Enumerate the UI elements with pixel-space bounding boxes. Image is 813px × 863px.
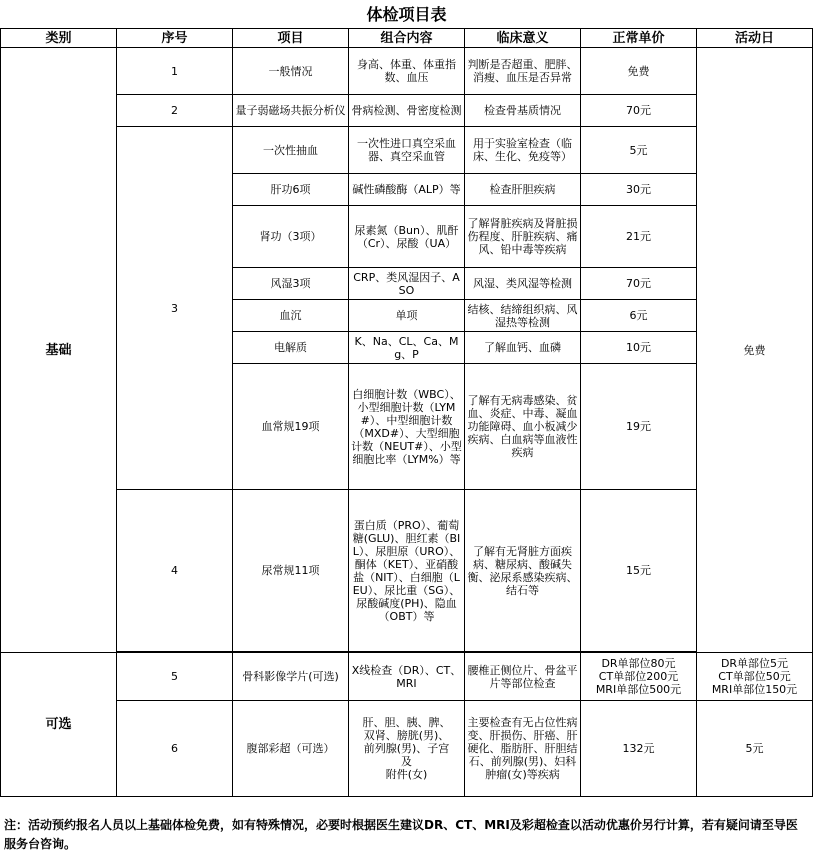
header-activity: 活动日 xyxy=(697,29,813,48)
row-price: 免费 xyxy=(581,48,697,95)
row-item: 量子弱磁场共振分析仪 xyxy=(233,95,349,127)
row-price: 15元 xyxy=(581,490,697,652)
row-content: CRP、类风湿因子、ASO xyxy=(349,268,465,300)
row-price xyxy=(581,653,697,701)
row-content: 白细胞计数（WBC）、小型细胞计数（LYM#）、中型细胞计数（MXD#）、大型细胞计数（NEUT#）、小型细胞比率（LYM%）等 xyxy=(349,364,465,490)
row-meaning: 检查骨基质情况 xyxy=(465,95,581,127)
activity-line: DR单部位5元 xyxy=(720,657,789,670)
table-row xyxy=(1,653,813,701)
row-content: K、Na、CL、Ca、Mg、P xyxy=(349,332,465,364)
row-number: 6 xyxy=(117,701,233,797)
price-line: DR单部位80元 xyxy=(601,657,676,670)
row-price: 30元 xyxy=(581,174,697,206)
row-meaning: 用于实验室检查（临床、生化、免疫等） xyxy=(465,127,581,174)
row-item: 骨科影像学片(可选) xyxy=(233,653,349,701)
row-item: 肾功（3项） xyxy=(233,206,349,268)
row-activity: 5元 xyxy=(697,701,813,797)
row-price: 10元 xyxy=(581,332,697,364)
content-line: 及 xyxy=(401,755,412,768)
row-meaning: 了解肾脏疾病及肾脏损伤程度、肝脏疾病、痛风、铅中毒等疾病 xyxy=(465,206,581,268)
price-line: MRI单部位500元 xyxy=(595,683,682,696)
row-number: 4 xyxy=(117,490,233,652)
header-category: 类别 xyxy=(1,29,117,48)
row-content: 身高、体重、体重指数、血压 xyxy=(349,48,465,95)
header-meaning: 临床意义 xyxy=(465,29,581,48)
row-meaning: 风湿、类风湿等检测 xyxy=(465,268,581,300)
row-price: 132元 xyxy=(581,701,697,797)
row-content: X线检查（DR）、CT、MRI xyxy=(349,653,465,701)
table-row xyxy=(1,48,813,95)
activity-line: CT单部位50元 xyxy=(718,670,791,683)
header-content: 组合内容 xyxy=(349,29,465,48)
header-row xyxy=(1,29,813,48)
row-meaning: 了解血钙、血磷 xyxy=(465,332,581,364)
row-content: 尿素氮（Bun）、肌酐（Cr）、尿酸（UA） xyxy=(349,206,465,268)
row-meaning: 判断是否超重、肥胖、消瘦、血压是否异常 xyxy=(465,48,581,95)
table-title: 体检项目表 xyxy=(366,5,447,24)
footnote: 注：活动预约报名人员以上基础体检免费，如有特殊情况，必要时根据医生建议DR、CT、MRI及彩超检查以活动优惠价另行计算，若有疑问请至导医服务台咨询。 xyxy=(4,818,798,851)
row-number: 2 xyxy=(117,95,233,127)
table-row xyxy=(1,701,813,797)
row-number: 5 xyxy=(117,653,233,701)
row-price: 70元 xyxy=(581,95,697,127)
row-price: 21元 xyxy=(581,206,697,268)
category-optional: 可选 xyxy=(1,653,117,797)
price-line: CT单部位200元 xyxy=(598,670,679,683)
row-item: 一次性抽血 xyxy=(233,127,349,174)
row-item: 血沉 xyxy=(233,300,349,332)
row-price: 19元 xyxy=(581,364,697,490)
header-price: 正常单价 xyxy=(581,29,697,48)
row-item: 一般情况 xyxy=(233,48,349,95)
row-price: 5元 xyxy=(581,127,697,174)
row-meaning: 了解有无病毒感染、贫血、炎症、中毒、凝血功能障碍、血小板减少疾病、白血病等血液性疾病 xyxy=(465,364,581,490)
header-item: 项目 xyxy=(233,29,349,48)
table-row xyxy=(1,490,813,652)
row-content: 单项 xyxy=(349,300,465,332)
row-content xyxy=(349,701,465,797)
exam-table xyxy=(0,28,813,797)
content-line: 附件(女) xyxy=(385,768,428,781)
row-meaning: 检查肝胆疾病 xyxy=(465,174,581,206)
row-content: 蛋白质（PRO）、葡萄糖(GLU)、胆红素（BIL）、尿胆原（URO）、酮体（KET）、亚硝酸盐（NIT）、白细胞（LEU）、尿比重（SG）、尿酸碱度(PH)、隐血（OBT）等 xyxy=(349,490,465,652)
row-item: 风湿3项 xyxy=(233,268,349,300)
row-content: 骨病检测、骨密度检测 xyxy=(349,95,465,127)
table-row xyxy=(1,95,813,127)
row-item: 肝功6项 xyxy=(233,174,349,206)
row-item: 电解质 xyxy=(233,332,349,364)
row-price: 6元 xyxy=(581,300,697,332)
row-price: 70元 xyxy=(581,268,697,300)
content-line: 前列腺(男)、子宫 xyxy=(363,742,450,755)
row-content: 一次性进口真空采血器、真空采血管 xyxy=(349,127,465,174)
content-line: 肝、胆、胰、脾、 xyxy=(362,716,451,729)
row-activity xyxy=(697,653,813,701)
row-meaning: 结核、结缔组织病、风湿热等检测 xyxy=(465,300,581,332)
row-item: 腹部彩超（可选） xyxy=(233,701,349,797)
table-row xyxy=(1,127,813,174)
basic-activity: 免费 xyxy=(697,48,813,653)
row-number: 1 xyxy=(117,48,233,95)
category-basic: 基础 xyxy=(1,48,117,653)
row-meaning: 腰椎正侧位片、骨盆平片等部位检查 xyxy=(465,653,581,701)
row-item: 尿常规11项 xyxy=(233,490,349,652)
row-content: 碱性磷酸酶（ALP）等 xyxy=(349,174,465,206)
row-meaning: 了解有无肾脏方面疾病、糖尿病、酸碱失衡、泌尿系感染疾病、结石等 xyxy=(465,490,581,652)
row-item: 血常规19项 xyxy=(233,364,349,490)
content-line: 双肾、膀胱(男)、 xyxy=(363,729,450,742)
row-meaning: 主要检查有无占位性病变、肝损伤、肝癌、肝硬化、脂肪肝、肝胆结石、前列腺(男)、妇科肿瘤(女)等疾病 xyxy=(465,701,581,797)
row-number: 3 xyxy=(117,127,233,490)
activity-line: MRI单部位150元 xyxy=(711,683,798,696)
header-number: 序号 xyxy=(117,29,233,48)
